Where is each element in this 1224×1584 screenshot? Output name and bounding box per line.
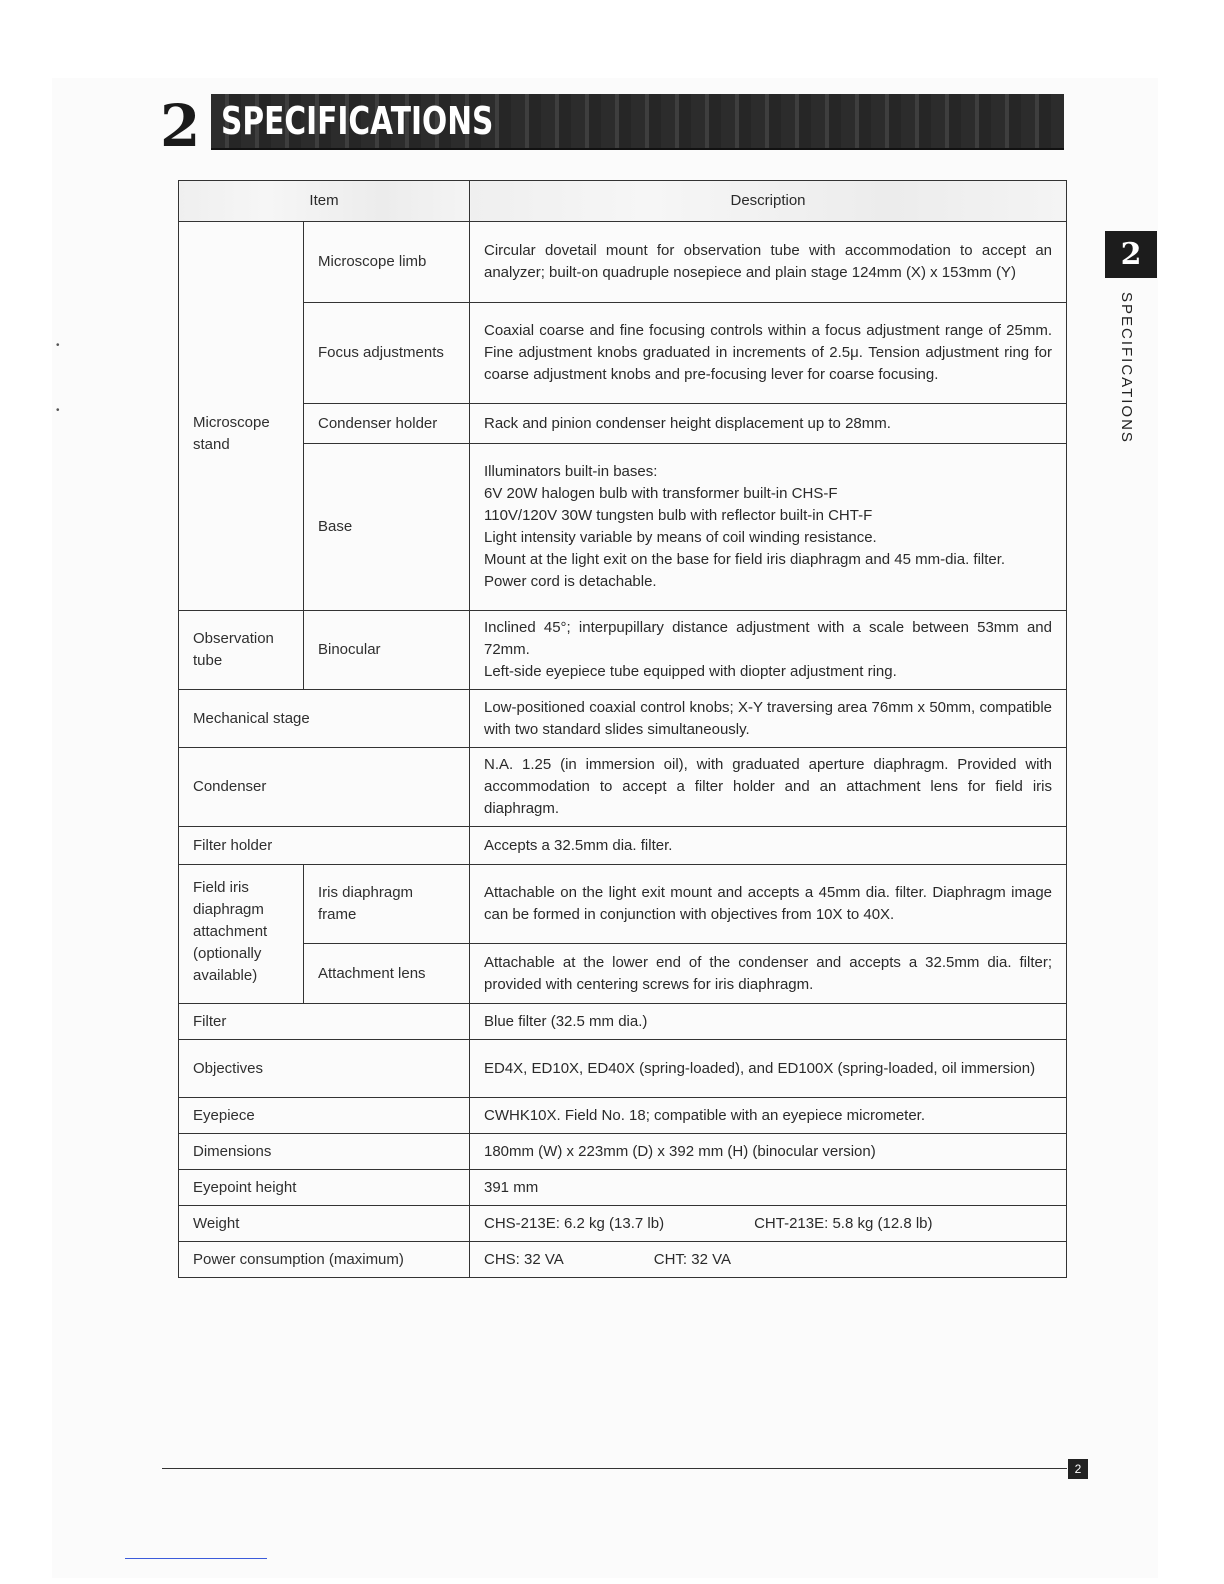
base-line: Illuminators built-in bases:	[484, 463, 658, 480]
footer-divider	[162, 1468, 1067, 1469]
column-header-description: Description	[470, 181, 1067, 222]
table-row	[179, 1206, 1067, 1242]
item-power-consumption: Power consumption (maximum)	[179, 1242, 470, 1278]
item-dimensions: Dimensions	[179, 1134, 470, 1170]
margin-dot: •	[56, 405, 60, 416]
desc-focus-adjustments: Coaxial coarse and fine focusing controls within a focus adjustment range of 25mm. Fine adjustment knobs graduated in increments of 2.5μ. Tension adjustment ring for coarse adjustment knobs and pre-focusing lever for coarse focusing.	[470, 303, 1067, 404]
sub-item-focus-adjustments: Focus adjustments	[304, 303, 470, 404]
item-eyepoint-height: Eyepoint height	[179, 1170, 470, 1206]
table-row	[179, 222, 1067, 303]
base-line: Light intensity variable by means of coil winding resistance.	[484, 529, 877, 546]
sub-item-iris-diaphragm-frame: Iris diaphragm frame	[304, 865, 470, 944]
weight-chs: CHS-213E: 6.2 kg (13.7 lb)	[484, 1214, 665, 1232]
item-condenser: Condenser	[179, 748, 470, 827]
margin-dot: •	[56, 340, 60, 351]
footer-underline	[125, 1558, 267, 1559]
desc-iris-diaphragm-frame: Attachable on the light exit mount and accepts a 45mm dia. filter. Diaphragm image can be formed in conjunction with objectives from 10X to 40X.	[470, 865, 1067, 944]
weight-cht: CHT-213E: 5.8 kg (12.8 lb)	[754, 1214, 933, 1232]
table-row	[179, 1242, 1067, 1278]
item-field-iris-diaphragm: Field iris diaphragm attachment (optionally available)	[179, 865, 304, 1004]
desc-weight	[470, 1206, 1067, 1242]
desc-binocular	[470, 611, 1067, 690]
table-row	[179, 690, 1067, 748]
item-eyepiece: Eyepiece	[179, 1098, 470, 1134]
desc-filter: Blue filter (32.5 mm dia.)	[470, 1004, 1067, 1040]
desc-eyepiece: CWHK10X. Field No. 18; compatible with an eyepiece micrometer.	[470, 1098, 1067, 1134]
page-number: 2	[1068, 1459, 1088, 1479]
item-weight: Weight	[179, 1206, 470, 1242]
base-line: Power cord is detachable.	[484, 573, 657, 590]
table-row	[179, 1040, 1067, 1098]
table-row	[179, 1170, 1067, 1206]
sub-item-condenser-holder: Condenser holder	[304, 404, 470, 444]
base-line: Mount at the light exit on the base for field iris diaphragm and 45 mm-dia. filter.	[484, 551, 1006, 568]
table-row	[179, 748, 1067, 827]
table-row	[179, 865, 1067, 944]
table-header-row	[179, 181, 1067, 222]
power-cht: CHT: 32 VA	[653, 1250, 732, 1268]
binocular-line: Left-side eyepiece tube equipped with diopter adjustment ring.	[484, 663, 897, 680]
item-filter: Filter	[179, 1004, 470, 1040]
table-row	[179, 444, 1067, 611]
section-title: SPECIFICATIONS	[221, 99, 494, 143]
base-line: 6V 20W halogen bulb with transformer built-in CHS-F	[484, 485, 838, 502]
sub-item-microscope-limb: Microscope limb	[304, 222, 470, 303]
desc-dimensions: 180mm (W) x 223mm (D) x 392 mm (H) (binocular version)	[470, 1134, 1067, 1170]
table-row	[179, 1004, 1067, 1040]
side-tab-number[interactable]: 2	[1105, 231, 1157, 278]
table-row	[179, 1098, 1067, 1134]
desc-eyepoint-height: 391 mm	[470, 1170, 1067, 1206]
desc-mechanical-stage: Low-positioned coaxial control knobs; X-Y traversing area 76mm x 50mm, compatible with two standard slides simultaneously.	[470, 690, 1067, 748]
specifications-table	[178, 180, 1067, 1278]
desc-condenser: N.A. 1.25 (in immersion oil), with graduated aperture diaphragm. Provided with accommodation to accept a filter holder and an attachment lens for field iris diaphragm.	[470, 748, 1067, 827]
item-mechanical-stage: Mechanical stage	[179, 690, 470, 748]
table-row	[179, 303, 1067, 404]
sub-item-binocular: Binocular	[304, 611, 470, 690]
table-row	[179, 611, 1067, 690]
desc-power-consumption	[470, 1242, 1067, 1278]
table-row	[179, 827, 1067, 865]
desc-base	[470, 444, 1067, 611]
desc-filter-holder: Accepts a 32.5mm dia. filter.	[470, 827, 1067, 865]
section-title-banner	[211, 94, 1064, 150]
desc-condenser-holder: Rack and pinion condenser height displacement up to 28mm.	[470, 404, 1067, 444]
table-row	[179, 944, 1067, 1004]
table-row	[179, 404, 1067, 444]
item-microscope-stand: Microscope stand	[179, 222, 304, 611]
desc-attachment-lens: Attachable at the lower end of the condenser and accepts a 32.5mm dia. filter; provided with centering screws for iris diaphragm.	[470, 944, 1067, 1004]
sub-item-base: Base	[304, 444, 470, 611]
table-row	[179, 1134, 1067, 1170]
binocular-line: Inclined 45°; interpupillary distance adjustment with a scale between 53mm and 72mm.	[484, 619, 1052, 658]
section-number: 2	[160, 92, 201, 160]
power-chs: CHS: 32 VA	[484, 1250, 564, 1268]
side-tab-label: SPECIFICATIONS	[1118, 292, 1135, 444]
item-filter-holder: Filter holder	[179, 827, 470, 865]
desc-objectives: ED4X, ED10X, ED40X (spring-loaded), and ED100X (spring-loaded, oil immersion)	[470, 1040, 1067, 1098]
base-line: 110V/120V 30W tungsten bulb with reflector built-in CHT-F	[484, 507, 873, 524]
item-objectives: Objectives	[179, 1040, 470, 1098]
desc-microscope-limb: Circular dovetail mount for observation tube with accommodation to accept an analyzer; built-on quadruple nosepiece and plain stage 124mm (X) x 153mm (Y)	[470, 222, 1067, 303]
column-header-item: Item	[179, 181, 470, 222]
item-observation-tube: Observation tube	[179, 611, 304, 690]
sub-item-attachment-lens: Attachment lens	[304, 944, 470, 1004]
